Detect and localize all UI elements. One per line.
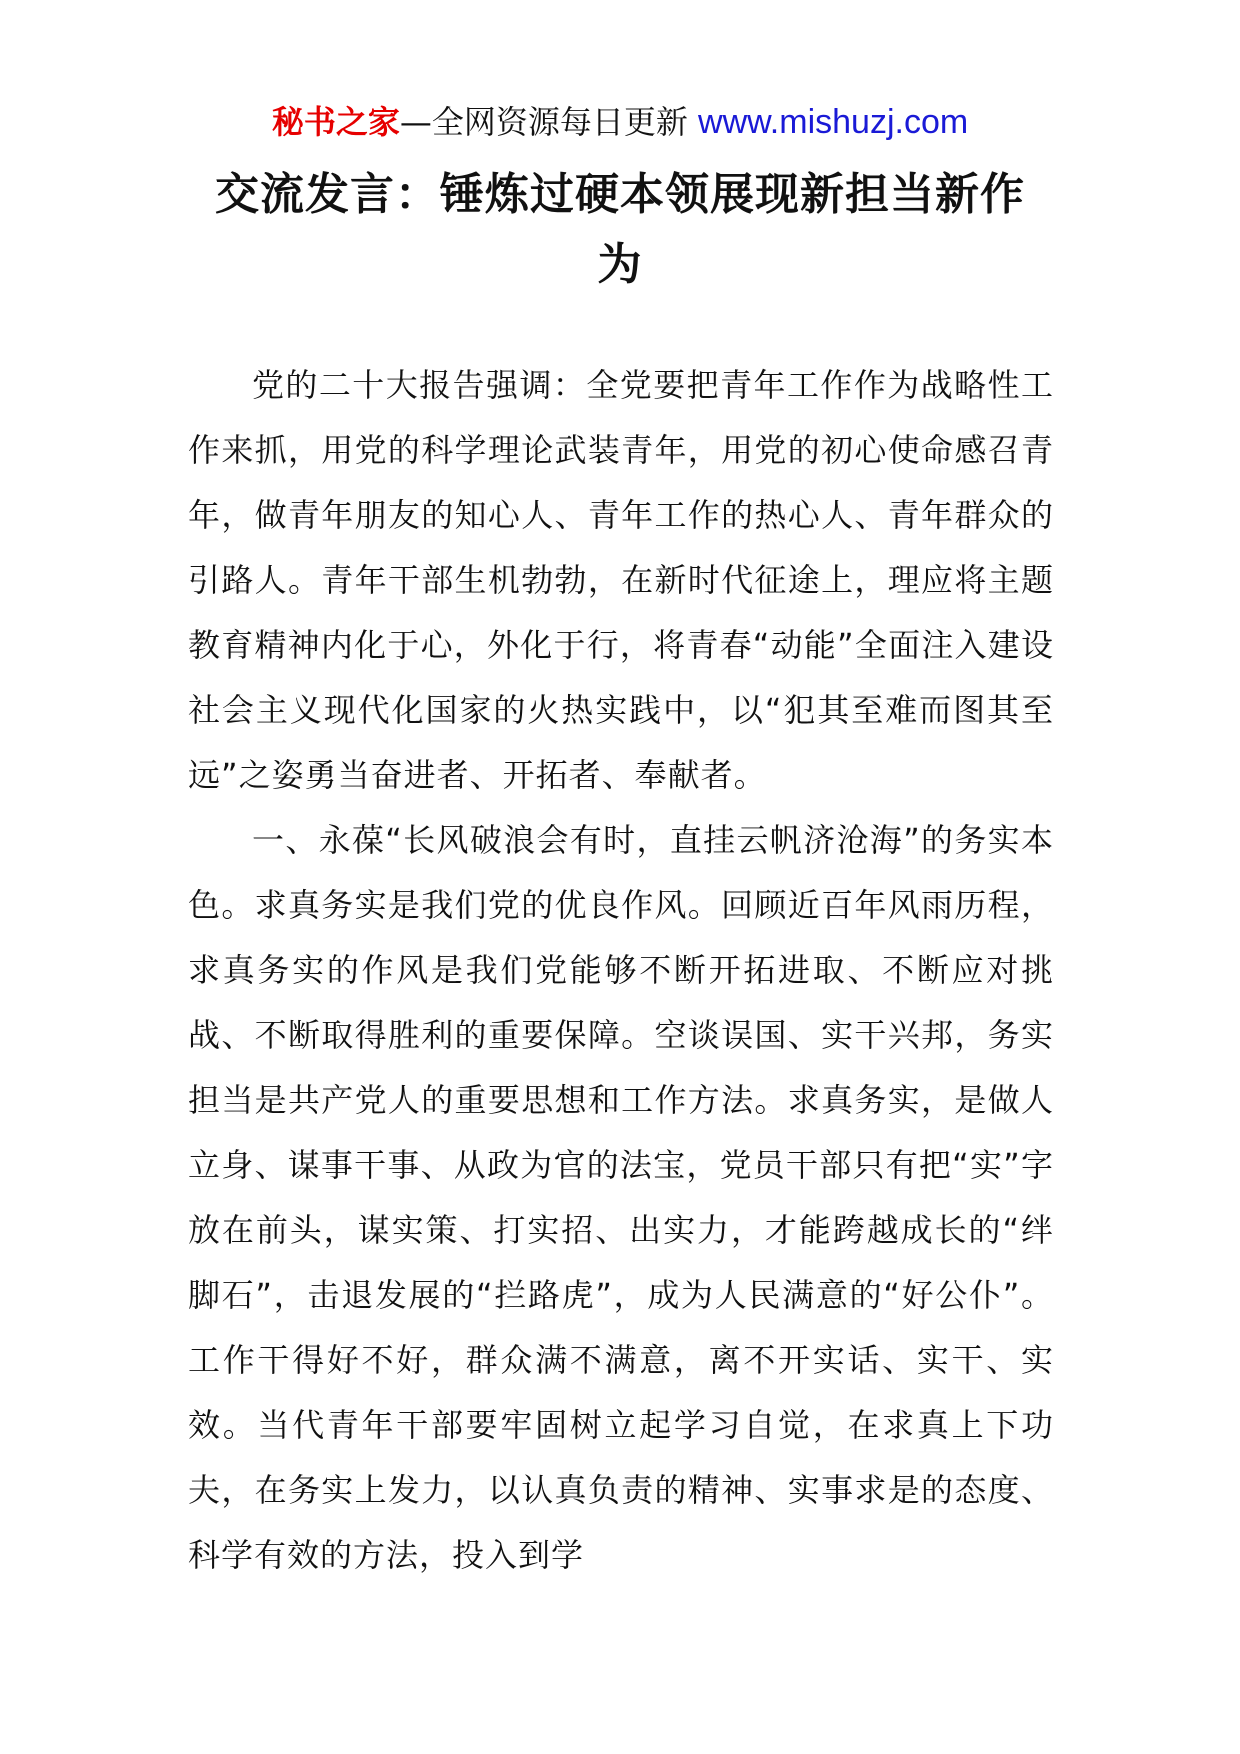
document-title: 交流发言：锤炼过硬本领展现新担当新作为: [215, 169, 1025, 290]
paragraph-section-one: 一、永葆“长风破浪会有时，直挂云帆济沧海”的务实本色。求真务实是我们党的优良作风。回顾近百年风雨历程，求真务实的作风是我们党能够不断开拓进取、不断应对挑战、不断取得胜利的重要保障。空谈误国、实干兴邦，务实担当是共产党人的重要思想和工作方法。求真务实，是做人立身、谋事干事、从政为官的法宝，党员干部只有把“实”字放在前头，谋实策、打实招、出实力，才能跨越成长的“绊脚石”，击退发展的“拦路虎”，成为人民满意的“好公仆”。工作干得好不好，群众满不满意，离不开实话、实干、实效。当代青年干部要牢固树立起学习自觉，在求真上下功夫，在务实上发力，以认真负责的精神、实事求是的态度、科学有效的方法，投入到学: [188, 821, 1054, 1574]
document-body: [188, 353, 1054, 1588]
site-banner: [0, 100, 1240, 144]
site-url-link[interactable]: www.mishuzj.com: [698, 103, 969, 141]
paragraph-intro: 党的二十大报告强调：全党要把青年工作作为战略性工作来抓，用党的科学理论武装青年，用党的初心使命感召青年，做青年朋友的知心人、青年工作的热心人、青年群众的引路人。青年干部生机勃勃，在新时代征途上，理应将主题教育精神内化于心，外化于行，将青春“动能”全面注入建设社会主义现代化国家的火热实践中，以“犯其至难而图其至远”之姿勇当奋进者、开拓者、奉献者。: [188, 366, 1054, 794]
site-name: 秘书之家: [271, 103, 400, 141]
site-tagline: —全网资源每日更新: [399, 103, 688, 141]
